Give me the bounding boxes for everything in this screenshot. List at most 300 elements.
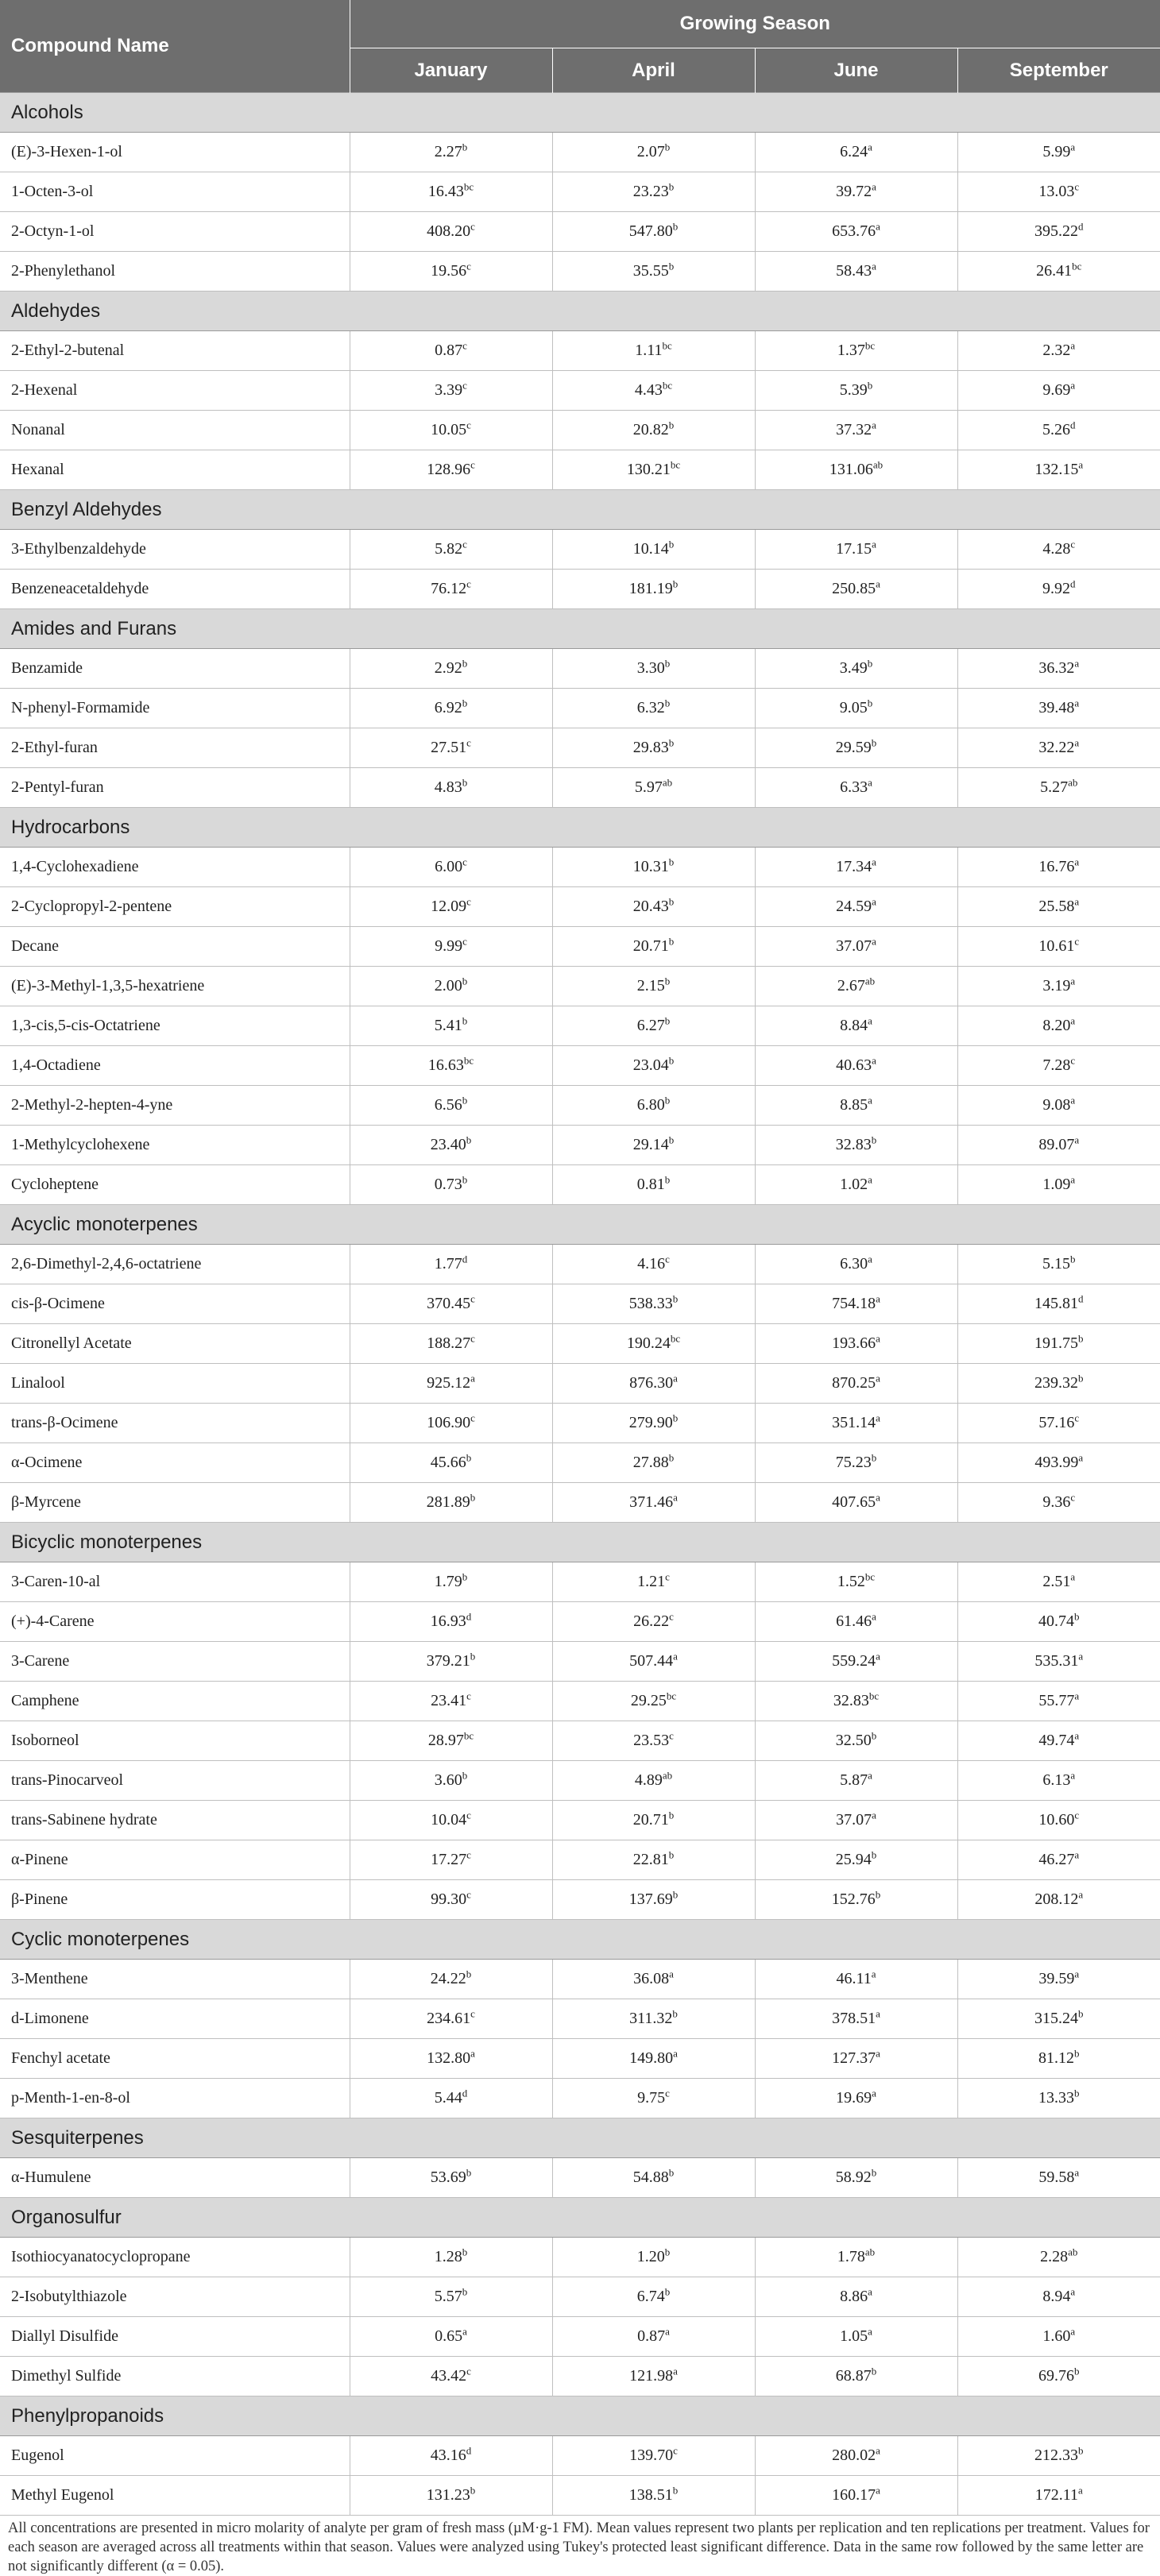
value-cell — [552, 252, 755, 292]
value-text: 925.12 — [427, 1374, 471, 1392]
significance-letter: b — [664, 141, 671, 153]
value-text: 10.04 — [431, 1811, 467, 1829]
significance-letter: a — [673, 2047, 678, 2060]
value-text: 69.76 — [1038, 2367, 1074, 2385]
value-text: 55.77 — [1038, 1692, 1075, 1709]
compound-name-cell: Methyl Eugenol — [0, 2476, 350, 2516]
table-row — [0, 1404, 1160, 1443]
significance-letter: c — [466, 895, 471, 908]
value-cell — [957, 887, 1160, 927]
compound-name-cell: 2-Hexenal — [0, 371, 350, 411]
value-cell — [350, 689, 552, 728]
significance-letter: a — [462, 2325, 467, 2338]
significance-letter: b — [664, 1094, 671, 1106]
significance-letter: c — [665, 2087, 670, 2099]
value-text: 5.97 — [634, 778, 663, 796]
value-text: 191.75 — [1034, 1334, 1078, 1352]
value-cell — [755, 1165, 957, 1205]
compound-name-cell: 2-Ethyl-furan — [0, 728, 350, 768]
significance-letter: b — [668, 180, 675, 193]
significance-letter: a — [673, 1372, 678, 1385]
value-text: 16.43 — [427, 183, 464, 200]
significance-letter: c — [466, 1888, 471, 1901]
value-cell — [957, 1483, 1160, 1523]
value-cell — [957, 252, 1160, 292]
value-text: 5.87 — [840, 1771, 868, 1789]
value-cell — [755, 1006, 957, 1046]
value-text: 315.24 — [1034, 2010, 1078, 2027]
compound-name-cell: β-Myrcene — [0, 1483, 350, 1523]
season-header-january: January — [350, 48, 552, 93]
value-text: 26.22 — [633, 1612, 670, 1630]
value-cell — [350, 649, 552, 689]
value-text: 25.58 — [1038, 898, 1075, 915]
significance-letter: c — [669, 1729, 674, 1742]
value-text: 130.21 — [626, 461, 671, 478]
significance-letter: a — [868, 141, 872, 153]
value-cell — [755, 1324, 957, 1364]
significance-letter: c — [470, 1292, 475, 1305]
value-cell — [755, 728, 957, 768]
value-cell — [957, 689, 1160, 728]
significance-letter: d — [1070, 419, 1076, 431]
significance-letter: bc — [666, 1690, 677, 1702]
significance-letter: a — [1074, 657, 1080, 670]
significance-letter: c — [470, 1412, 475, 1424]
value-text: 16.76 — [1038, 858, 1075, 875]
table-row — [0, 887, 1160, 927]
significance-letter: b — [871, 1134, 877, 1146]
significance-letter: b — [668, 2166, 675, 2179]
value-text: 20.82 — [632, 421, 669, 438]
value-text: 10.61 — [1038, 937, 1075, 955]
significance-letter: c — [665, 1253, 670, 1265]
significance-letter: a — [1077, 2484, 1083, 2497]
value-text: 29.59 — [835, 739, 872, 756]
significance-letter: c — [673, 2444, 678, 2457]
compound-name-cell: 3-Ethylbenzaldehyde — [0, 530, 350, 570]
value-text: 75.23 — [835, 1454, 872, 1471]
value-cell — [755, 172, 957, 212]
value-text: 27.88 — [632, 1454, 669, 1471]
value-text: 9.99 — [435, 937, 463, 955]
value-cell — [350, 1999, 552, 2039]
table-row — [0, 1999, 1160, 2039]
significance-letter: a — [1070, 1570, 1076, 1583]
significance-letter: b — [1078, 2444, 1084, 2457]
significance-letter: b — [664, 2246, 671, 2258]
value-text: 37.07 — [836, 937, 872, 955]
significance-letter: c — [462, 855, 467, 868]
significance-letter: a — [1070, 339, 1076, 352]
significance-letter: b — [871, 1451, 877, 1464]
value-text: 76.12 — [431, 580, 467, 597]
value-cell — [755, 1682, 957, 1721]
value-cell — [755, 371, 957, 411]
compound-name-cell: Isothiocyanatocyclopropane — [0, 2238, 350, 2277]
value-cell — [957, 1006, 1160, 1046]
value-cell — [957, 927, 1160, 967]
value-text: 281.89 — [426, 1493, 470, 1511]
significance-letter: a — [872, 2087, 876, 2099]
value-cell — [957, 570, 1160, 609]
significance-letter: a — [876, 2007, 880, 2020]
value-text: 9.36 — [1042, 1493, 1071, 1511]
table-row — [0, 450, 1160, 490]
value-text: 5.82 — [435, 540, 463, 558]
significance-letter: b — [668, 538, 675, 550]
value-cell — [957, 2476, 1160, 2516]
value-cell — [755, 848, 957, 887]
significance-letter: b — [871, 736, 877, 749]
value-text: 20.71 — [632, 937, 669, 955]
significance-letter: b — [668, 1451, 675, 1464]
value-text: 3.39 — [435, 381, 463, 399]
compound-name-cell: 3-Carene — [0, 1642, 350, 1682]
value-cell — [552, 1999, 755, 2039]
value-text: 9.92 — [1042, 580, 1070, 597]
value-text: 8.94 — [1042, 2288, 1071, 2305]
value-cell — [957, 2039, 1160, 2079]
value-text: 19.69 — [836, 2089, 872, 2107]
compound-name-cell: Benzamide — [0, 649, 350, 689]
value-cell — [350, 1682, 552, 1721]
significance-letter: c — [462, 339, 467, 352]
value-cell — [957, 1960, 1160, 1999]
value-cell — [350, 1165, 552, 1205]
value-cell — [552, 967, 755, 1006]
table-row — [0, 2357, 1160, 2396]
compound-name-cell: 2-Isobutylthiazole — [0, 2277, 350, 2317]
value-text: 139.70 — [629, 2447, 674, 2464]
value-text: 311.32 — [629, 2010, 673, 2027]
value-cell — [552, 768, 755, 808]
value-cell — [552, 887, 755, 927]
value-text: 17.15 — [836, 540, 872, 558]
compound-name-cell: α-Humulene — [0, 2158, 350, 2198]
value-cell — [957, 2357, 1160, 2396]
compound-name-cell: α-Ocimene — [0, 1443, 350, 1483]
value-cell — [957, 530, 1160, 570]
value-cell — [350, 1006, 552, 1046]
value-cell — [755, 2317, 957, 2357]
value-cell — [755, 768, 957, 808]
significance-letter: bc — [463, 1054, 474, 1067]
value-cell — [350, 1126, 552, 1165]
table-row — [0, 768, 1160, 808]
value-cell — [350, 1404, 552, 1443]
significance-letter: c — [470, 2007, 475, 2020]
value-cell — [552, 2039, 755, 2079]
category-label: Sesquiterpenes — [0, 2118, 1160, 2158]
table-footnote: All concentrations are presented in micro molarity of analyte per gram of fresh mass (µM·g-1 FM). Mean values represent two plants per replication and ten replications per treatment. Values for each season are averaged across all treatments within that season. Values were analyzed using Tukey's protected least significant difference. Data in the same row followed by the same letter are not significantly different (α = 0.05). — [8, 2520, 1150, 2574]
value-cell — [552, 1006, 755, 1046]
value-text: 128.96 — [427, 461, 471, 478]
significance-letter: b — [462, 776, 468, 789]
value-cell — [755, 2476, 957, 2516]
value-text: 0.73 — [434, 1176, 462, 1193]
table-row — [0, 1840, 1160, 1880]
value-cell — [957, 1245, 1160, 1284]
value-cell — [755, 1483, 957, 1523]
significance-letter: c — [1074, 1809, 1080, 1821]
significance-letter: b — [462, 2246, 468, 2258]
value-text: 59.58 — [1038, 2169, 1075, 2186]
significance-letter: b — [462, 141, 468, 153]
value-text: 1.78 — [837, 2248, 865, 2265]
value-cell — [350, 1046, 552, 1086]
value-cell — [755, 450, 957, 490]
value-cell — [350, 411, 552, 450]
value-cell — [350, 2476, 552, 2516]
value-cell — [957, 172, 1160, 212]
significance-letter: a — [868, 1769, 872, 1782]
significance-letter: b — [672, 1412, 679, 1424]
significance-letter: b — [875, 1888, 881, 1901]
significance-letter: b — [1074, 2087, 1080, 2099]
significance-letter: c — [470, 220, 475, 233]
value-text: 6.13 — [1042, 1771, 1071, 1789]
value-cell — [755, 1840, 957, 1880]
compound-name-cell: Linalool — [0, 1364, 350, 1404]
value-cell — [755, 530, 957, 570]
significance-letter: a — [876, 220, 880, 233]
value-cell — [350, 1284, 552, 1324]
significance-letter: a — [665, 2325, 670, 2338]
value-text: 99.30 — [431, 1890, 467, 1908]
value-cell — [755, 1960, 957, 1999]
compound-name-cell: 3-Caren-10-al — [0, 1562, 350, 1602]
significance-letter: a — [872, 1610, 876, 1623]
value-cell — [552, 1404, 755, 1443]
value-text: 29.14 — [632, 1136, 669, 1153]
table-row — [0, 2079, 1160, 2118]
value-text: 1.11 — [635, 342, 663, 359]
value-text: 370.45 — [427, 1295, 471, 1312]
value-cell — [755, 1443, 957, 1483]
value-cell — [755, 331, 957, 371]
value-text: 10.60 — [1038, 1811, 1075, 1829]
compound-name-cell: Fenchyl acetate — [0, 2039, 350, 2079]
table-row — [0, 2277, 1160, 2317]
value-cell — [957, 2158, 1160, 2198]
category-label: Cyclic monoterpenes — [0, 1920, 1160, 1960]
value-text: 132.15 — [1034, 461, 1079, 478]
category-row — [0, 2396, 1160, 2436]
value-cell — [350, 1245, 552, 1284]
compound-name-cell: Decane — [0, 927, 350, 967]
value-cell — [755, 2039, 957, 2079]
value-cell — [350, 1443, 552, 1483]
value-cell — [957, 1721, 1160, 1761]
table-row — [0, 1086, 1160, 1126]
value-cell — [552, 1602, 755, 1642]
value-text: 53.69 — [430, 2169, 466, 2186]
value-cell — [552, 212, 755, 252]
value-cell — [350, 927, 552, 967]
value-text: 234.61 — [427, 2010, 471, 2027]
value-text: 68.87 — [835, 2367, 872, 2385]
value-cell — [957, 848, 1160, 887]
value-text: 0.81 — [636, 1176, 665, 1193]
value-text: 39.48 — [1038, 699, 1075, 716]
value-text: 5.99 — [1042, 143, 1071, 160]
significance-letter: a — [868, 1094, 872, 1106]
value-cell — [755, 649, 957, 689]
value-cell — [755, 2158, 957, 2198]
significance-letter: b — [462, 975, 468, 987]
value-cell — [350, 1801, 552, 1840]
significance-letter: a — [876, 1650, 880, 1663]
value-text: 5.26 — [1042, 421, 1070, 438]
value-cell — [552, 133, 755, 172]
value-cell — [755, 1721, 957, 1761]
table-row — [0, 1165, 1160, 1205]
value-text: 6.92 — [434, 699, 462, 716]
value-text: 408.20 — [427, 222, 471, 240]
significance-letter: a — [872, 1054, 876, 1067]
value-text: 4.16 — [637, 1255, 666, 1273]
significance-letter: a — [1078, 1888, 1084, 1901]
value-cell — [755, 212, 957, 252]
value-cell — [552, 530, 755, 570]
value-cell — [552, 1324, 755, 1364]
significance-letter: b — [867, 379, 873, 392]
significance-letter: b — [668, 419, 675, 431]
value-text: 5.39 — [839, 381, 868, 399]
value-text: 876.30 — [629, 1374, 674, 1392]
category-row — [0, 1205, 1160, 1245]
category-row — [0, 1523, 1160, 1562]
significance-letter: c — [466, 1690, 471, 1702]
value-text: 9.75 — [637, 2089, 666, 2107]
value-text: 172.11 — [1034, 2486, 1078, 2504]
category-label: Bicyclic monoterpenes — [0, 1523, 1160, 1562]
compound-name-cell: 1,3-cis,5-cis-Octatriene — [0, 1006, 350, 1046]
table-row — [0, 252, 1160, 292]
significance-letter: d — [462, 1253, 468, 1265]
value-text: 653.76 — [832, 222, 876, 240]
value-text: 535.31 — [1034, 1652, 1079, 1670]
table-row — [0, 927, 1160, 967]
value-text: 2.28 — [1040, 2248, 1069, 2265]
significance-letter: b — [871, 2166, 877, 2179]
value-cell — [552, 1801, 755, 1840]
value-cell — [552, 1682, 755, 1721]
value-text: 12.09 — [431, 898, 467, 915]
value-text: 188.27 — [427, 1334, 471, 1352]
value-text: 106.90 — [427, 1414, 471, 1431]
category-label: Alcohols — [0, 93, 1160, 133]
value-cell — [350, 1761, 552, 1801]
significance-letter: c — [466, 736, 471, 749]
value-cell — [350, 768, 552, 808]
value-text: 1.79 — [434, 1573, 462, 1590]
significance-letter: b — [668, 895, 675, 908]
value-cell — [755, 927, 957, 967]
significance-letter: b — [664, 1014, 671, 1027]
value-text: 0.87 — [637, 2327, 666, 2345]
value-text: 2.32 — [1042, 342, 1071, 359]
value-text: 212.33 — [1034, 2447, 1078, 2464]
value-text: 6.00 — [435, 858, 463, 875]
value-cell — [957, 1165, 1160, 1205]
value-text: 5.41 — [434, 1017, 462, 1034]
value-text: 37.32 — [836, 421, 872, 438]
compound-name-cell: trans-β-Ocimene — [0, 1404, 350, 1443]
significance-letter: a — [1070, 1769, 1076, 1782]
value-cell — [350, 1642, 552, 1682]
value-text: 5.57 — [434, 2288, 462, 2305]
table-row — [0, 1284, 1160, 1324]
value-text: 58.92 — [835, 2169, 872, 2186]
table-row — [0, 1046, 1160, 1086]
value-text: 17.34 — [836, 858, 872, 875]
compound-name-cell: 2-Phenylethanol — [0, 252, 350, 292]
table-row — [0, 689, 1160, 728]
significance-letter: c — [466, 2365, 471, 2377]
value-cell — [957, 1046, 1160, 1086]
significance-letter: a — [1074, 1690, 1080, 1702]
category-label: Acyclic monoterpenes — [0, 1205, 1160, 1245]
significance-letter: bc — [868, 1690, 880, 1702]
compound-name-cell: 2-Pentyl-furan — [0, 768, 350, 808]
value-cell — [552, 172, 755, 212]
significance-letter: a — [872, 419, 876, 431]
compound-name-cell: Diallyl Disulfide — [0, 2317, 350, 2357]
value-text: 8.84 — [840, 1017, 868, 1034]
value-cell — [957, 1324, 1160, 1364]
table-row — [0, 1602, 1160, 1642]
value-text: 1.09 — [1042, 1176, 1071, 1193]
significance-letter: b — [1074, 2047, 1080, 2060]
value-text: 27.51 — [431, 739, 467, 756]
value-cell — [957, 1443, 1160, 1483]
significance-letter: a — [871, 1968, 876, 1980]
value-text: 37.07 — [836, 1811, 872, 1829]
value-cell — [957, 2317, 1160, 2357]
value-text: 24.59 — [836, 898, 872, 915]
value-cell — [755, 689, 957, 728]
category-label: Aldehydes — [0, 292, 1160, 331]
significance-letter: b — [668, 1134, 675, 1146]
value-cell — [755, 1999, 957, 2039]
significance-letter: c — [466, 1848, 471, 1861]
table-row — [0, 1483, 1160, 1523]
value-text: 8.85 — [840, 1096, 868, 1114]
value-cell — [350, 1324, 552, 1364]
value-cell — [957, 1801, 1160, 1840]
value-cell — [957, 1999, 1160, 2039]
season-header-september: September — [957, 48, 1160, 93]
significance-letter: b — [871, 1729, 877, 1742]
value-text: 1.21 — [637, 1573, 666, 1590]
value-text: 19.56 — [431, 262, 467, 280]
significance-letter: b — [664, 1173, 671, 1186]
significance-letter: ab — [1068, 2246, 1078, 2258]
value-text: 16.63 — [427, 1056, 464, 1074]
table-row — [0, 411, 1160, 450]
compound-name-cell: 2-Octyn-1-ol — [0, 212, 350, 252]
compound-name-cell: 2-Ethyl-2-butenal — [0, 331, 350, 371]
significance-letter: a — [876, 1491, 880, 1504]
significance-letter: a — [872, 935, 876, 948]
compound-name-cell: 1-Octen-3-ol — [0, 172, 350, 212]
value-cell — [350, 331, 552, 371]
significance-letter: a — [872, 260, 876, 272]
value-text: 36.32 — [1038, 659, 1075, 677]
table-row — [0, 649, 1160, 689]
